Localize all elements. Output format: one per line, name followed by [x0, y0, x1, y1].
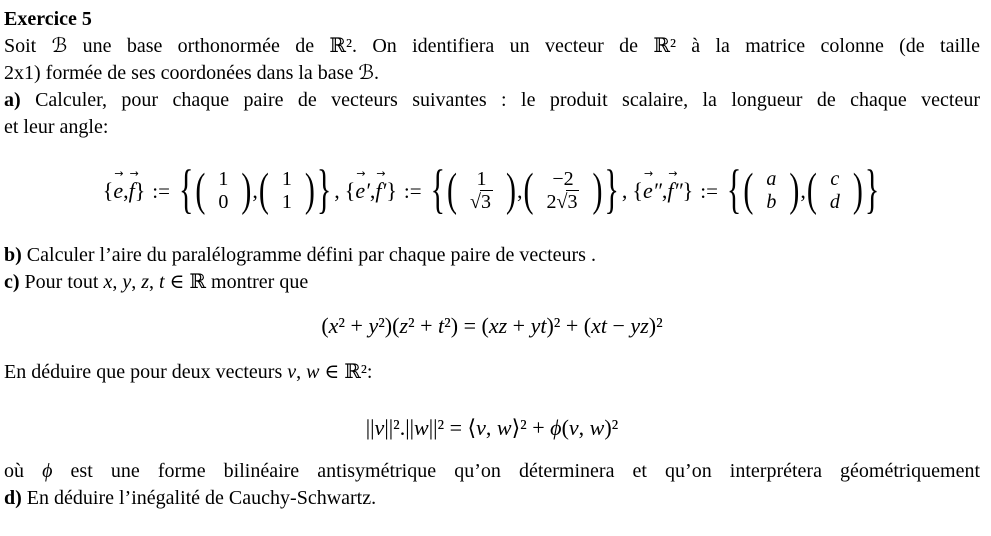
assign-symbol: := [700, 178, 718, 203]
column-vector: −2 2√3 [546, 168, 578, 213]
column-vector: a b [766, 168, 777, 213]
vector-arrow-icon: → [376, 167, 386, 180]
pair-name-ef-dprime: { → e″, → f″} [632, 167, 694, 203]
big-paren-right: ) [304, 164, 315, 216]
vector-e-prime: → e′ [355, 167, 370, 203]
vector-e: → e [113, 167, 124, 203]
pair-name-ef-prime: { → e′, → f′} [344, 167, 397, 203]
big-paren-right: ) [789, 164, 800, 216]
item-b-label: b) [4, 244, 22, 266]
big-paren-left: ( [523, 164, 534, 216]
big-paren-right: ) [592, 164, 603, 216]
vector-e-double-prime: → e″ [642, 167, 662, 203]
vector-arrow-icon: → [129, 167, 139, 180]
intro-line-1: Soit ℬ une base orthonormée de ℝ². On identifiera un vecteur de ℝ² à la matrice colonne (de taille [4, 35, 980, 57]
item-a-line-2: et leur angle: [4, 116, 109, 138]
assign-symbol: := [152, 178, 170, 203]
big-brace-left: { [726, 160, 742, 220]
item-a-label: a) [4, 89, 21, 111]
norm-formula: ||v||².||w||² = ⟨v, w⟩² + ϕ(v, w)² [365, 415, 619, 440]
vector-f-prime: → f′ [375, 167, 387, 203]
big-paren-left: ( [806, 164, 817, 216]
item-c-math: x, y, z, t ∈ ℝ [103, 271, 207, 293]
item-a-line-1 [4, 87, 980, 114]
big-paren-left: ( [195, 164, 206, 216]
column-vector: 1 1 [281, 168, 292, 213]
big-brace-right: } [864, 160, 880, 220]
where-post: est une forme bilinéaire antisymétrique qu’on déterminera et qu’on interprétera géométriquement [70, 460, 981, 482]
item-c-line [4, 269, 980, 296]
vector-pairs-formula: { → e, → f} := { ( 1 0 ) , ( 1 1 ) } , { → e′, → f′} := { ( 1 √3 ) , ( −2 2√3 ) } , { → e″, → f″} := { ( a b ) , ( c d ) } [102, 160, 880, 220]
vector-f: → f [128, 167, 139, 203]
big-paren-right: ) [506, 164, 516, 216]
deduce-pre: En déduire que pour deux vecteurs [4, 361, 283, 383]
vector-arrow-icon: → [668, 167, 678, 180]
big-paren-left: ( [258, 164, 269, 216]
big-paren-left: ( [743, 164, 754, 216]
vector-arrow-icon: → [114, 167, 124, 180]
item-d-line [4, 485, 980, 512]
vector-arrow-icon: → [643, 167, 654, 180]
item-b-text: Calculer l’aire du paralélogramme défini par chaque paire de vecteurs . [26, 244, 596, 266]
phi-symbol: ϕ [42, 460, 53, 482]
item-d-text: En déduire l’inégalité de Cauchy-Schwartz. [26, 487, 377, 509]
column-vector: c d [829, 168, 840, 213]
big-brace-left: { [430, 160, 446, 220]
item-b-line [4, 242, 980, 269]
item-c-post: montrer que [211, 271, 309, 293]
where-pre: où [4, 460, 24, 482]
deduce-colon: : [366, 361, 373, 383]
vector-arrow-icon: → [356, 167, 366, 180]
intro-line-2: 2x1) formée de ses coordonées dans la base ℬ. [4, 62, 380, 84]
big-brace-right: } [604, 160, 619, 220]
deduce-math: v, w ∈ ℝ² [287, 361, 367, 383]
pair-name-ef: { → e, → f} [102, 167, 146, 203]
big-paren-right: ) [241, 164, 252, 216]
big-paren-left: ( [447, 164, 458, 216]
vector-f-double-prime: → f″ [667, 167, 683, 203]
exercise-title: Exercice 5 [4, 8, 92, 30]
column-vector: 1 √3 [470, 168, 491, 213]
item-a-text: Calculer, pour chaque paire de vecteurs suivantes : le produit scalaire, la longueur de chaque vecteur [35, 89, 980, 111]
item-c-pre: Pour tout [24, 271, 99, 293]
identity-formula: (x² + y²)(z² + t²) = (xz + yt)² + (xt − yz)² [321, 313, 663, 338]
where-line [4, 458, 980, 485]
deduce-line [4, 359, 980, 386]
big-brace-right: } [316, 160, 332, 220]
big-paren-right: ) [852, 164, 863, 216]
big-brace-left: { [178, 160, 194, 220]
item-c-label: c) [4, 271, 20, 293]
assign-symbol: := [403, 178, 422, 203]
column-vector: 1 0 [218, 168, 229, 213]
item-d-label: d) [4, 487, 22, 509]
